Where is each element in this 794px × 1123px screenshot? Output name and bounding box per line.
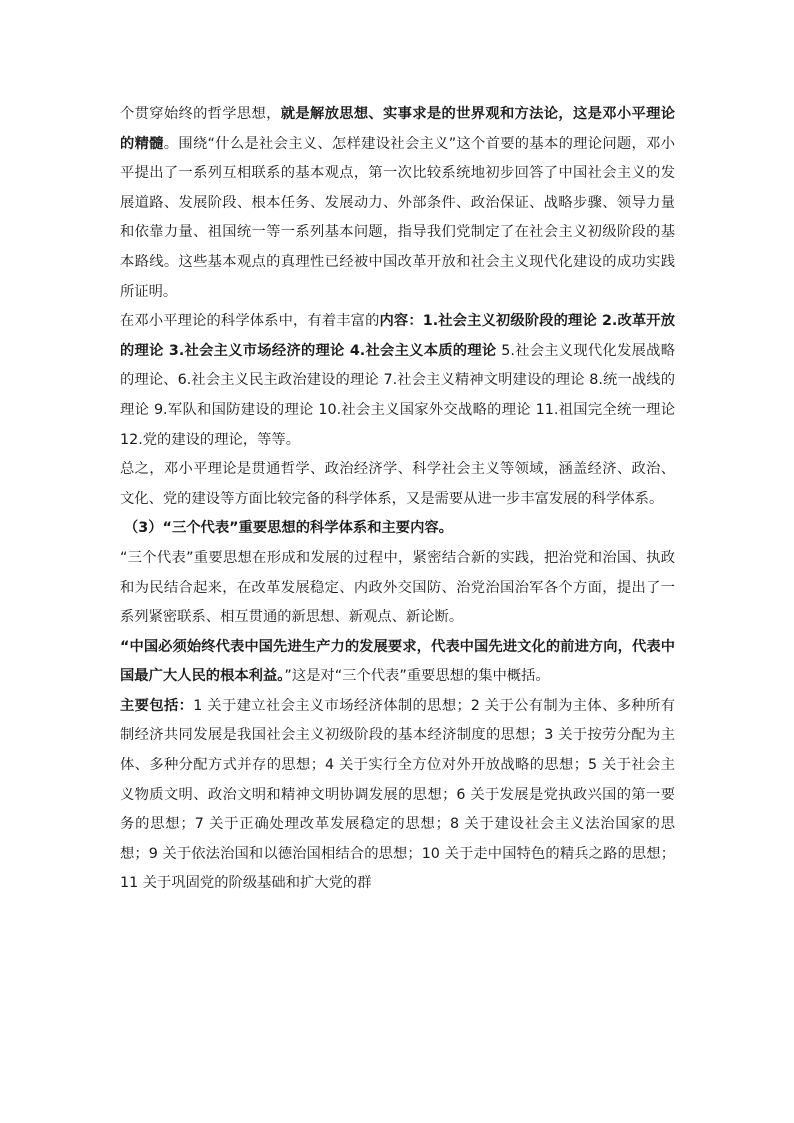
document-page: [120, 100, 675, 899]
paragraph-deng-system: [120, 307, 675, 455]
paragraph-three-represents-contents: [120, 692, 675, 899]
text-run: 1 关于建立社会主义市场经济体制的思想；2 关于公有制为主体、多种所有制经济共同发展是我国社会主义初级阶段的基本经济制度的思想；3 关于按劳分配为主体、多种分配方式并存的思想；4 关于实行全方位对外开放战略的思想；5 关于社会主义物质文明、政治文明和精神文明协调发展的思想；6 关于发展是党执政兴国的第一要务的思想；7 关于正确处理改革发展稳定的思想；8 关于建设社会主义法治国家的思想；9 关于依法治国和以德治国相结合的思想；10 关于走中国特色的精兵之路的思想；11 关于巩固党的阶级基础和扩大党的群: [120, 697, 675, 892]
paragraph-deng-summary: [120, 455, 675, 514]
bold-text: “中国必须始终代表中国先进生产力的发展要求，代表中国先进文化的前进方向，代表中国最广大人民的根本利益。: [120, 638, 675, 685]
text-run: 5.社会主义现代化发展战略的理论、6.社会主义民主政治建设的理论 7.社会主义精神文明建设的理论 8.统一战线的理论 9.军队和国防建设的理论 10.社会主义国家外交战略的理论 11.祖国完全统一理论 12.党的建设的理论，等等。: [120, 342, 675, 448]
section-heading-three-represents: [120, 514, 675, 544]
text-run: 个贯穿始终的哲学思想，: [120, 106, 281, 122]
paragraph-deng-core: [120, 100, 675, 307]
text-run: “三个代表”重要思想在形成和发展的过程中，紧密结合新的实践，把治党和治国、执政和为民结合起来，在改革发展稳定、内政外交国防、治党治国治军各个方面，提出了一系列紧密联系、相互贯通的新思想、新观点、新论断。: [120, 549, 675, 626]
bold-text: 内容：1.社会主义初级阶段的理论 2.改革开放的理论 3.社会主义市场经济的理论 4.社会主义本质的理论: [120, 313, 676, 359]
text-run: ”这是对“三个代表”重要思想的集中概括。: [284, 668, 550, 685]
text-run: 在邓小平理论的科学体系中，有着丰富的: [120, 313, 380, 330]
text-run: 总之，邓小平理论是贯通哲学、政治经济学、科学社会主义等领域，涵盖经济、政治、文化、党的建设等方面比较完备的科学体系，又是需要从进一步丰富发展的科学体系。: [120, 461, 675, 507]
bold-text: 就是解放思想、实事求是的世界观和方法论，这是邓小平理论的精髓: [120, 106, 675, 152]
bold-text: （3）“三个代表”重要思想的科学体系和主要内容。: [124, 520, 453, 537]
paragraph-three-represents-intro: [120, 544, 675, 633]
text-run: 。围绕“什么是社会主义、怎样建设社会主义”这个首要的基本的理论问题，邓小平提出了一系列互相联系的基本观点，第一次比较系统地初步回答了中国社会主义的发展道路、发展阶段、根本任务、发展动力、外部条件、政治保证、战略步骤、领导力量和依靠力量、祖国统一等一系列基本问题，指导我们党制定了在社会主义初级阶段的基本路线。这些基本观点的真理性已经被中国改革开放和社会主义现代化建设的成功实践所证明。: [120, 135, 676, 300]
paragraph-three-represents-summary: [120, 633, 675, 692]
bold-text: 主要包括：: [120, 697, 194, 714]
